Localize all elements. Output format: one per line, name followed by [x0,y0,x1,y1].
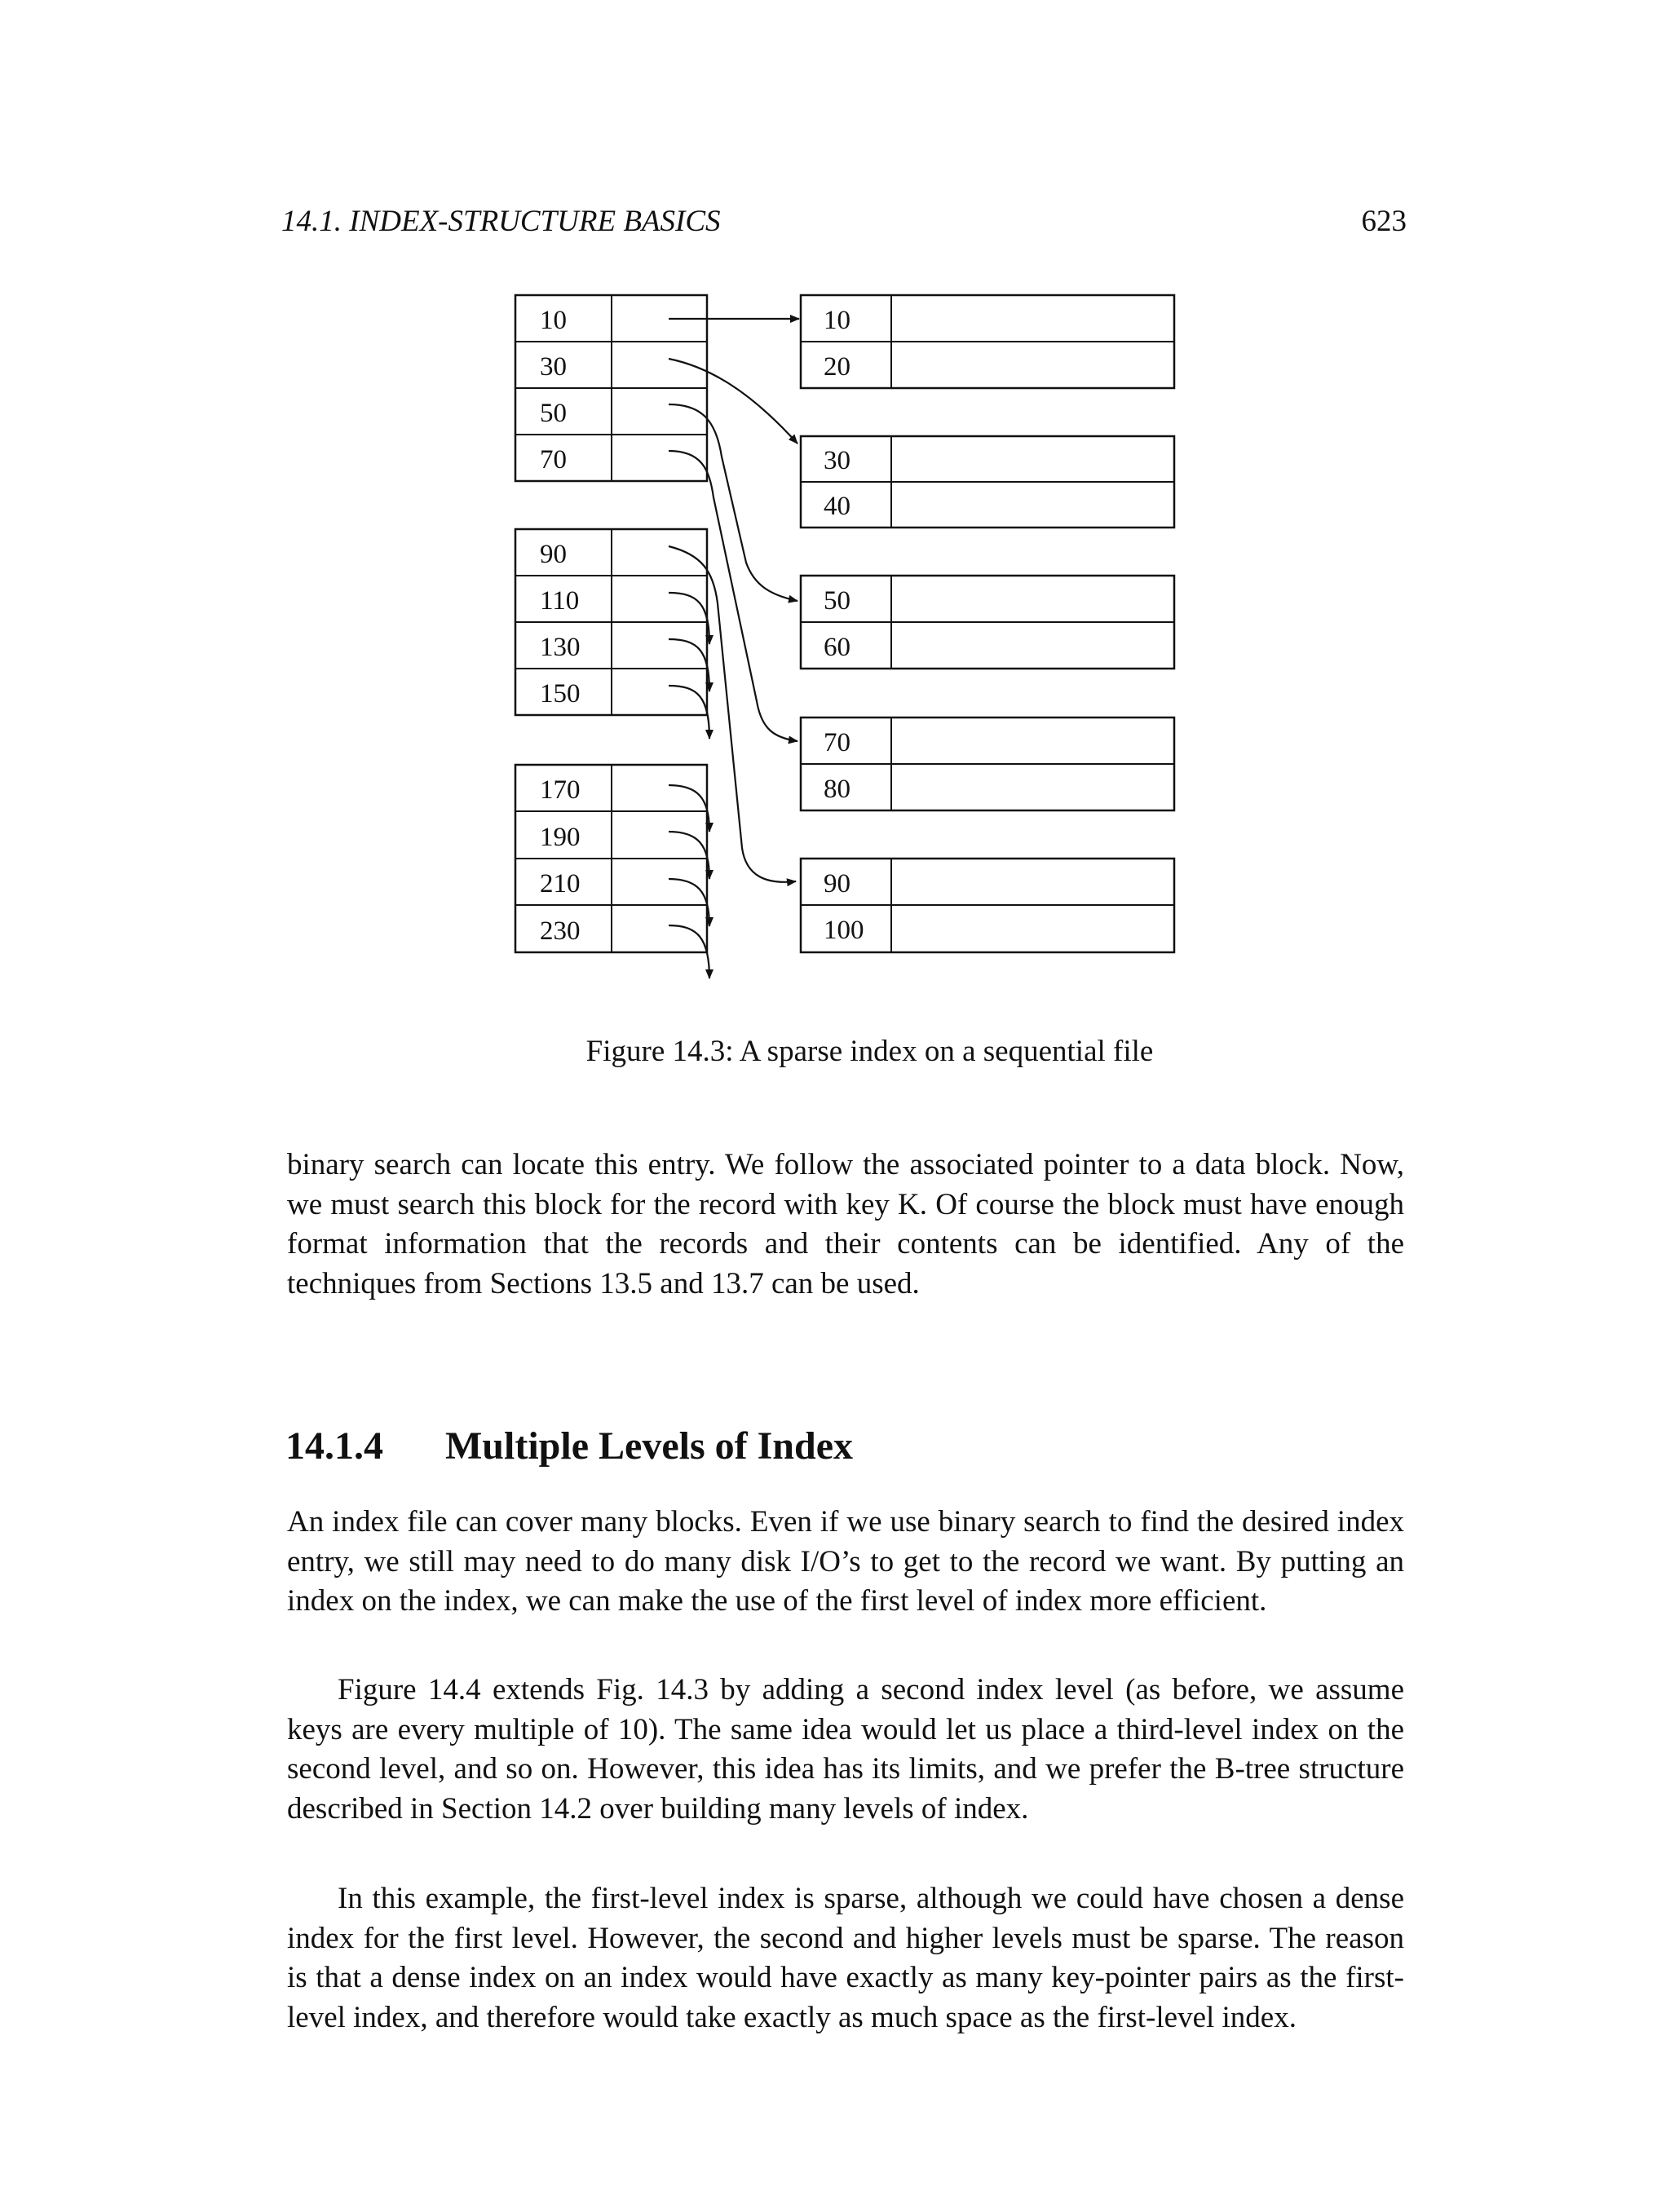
data-key: 80 [824,775,850,804]
data-key: 70 [824,728,850,757]
section-heading [285,1424,853,1468]
index-key: 210 [540,869,581,898]
page-number: 623 [1361,205,1407,238]
data-block-4 [801,717,1174,810]
figure-caption: Figure 14.3: A sparse index on a sequential file [585,1035,1154,1068]
data-block-5 [801,859,1174,952]
pointer-arrow [669,879,709,926]
running-head-section: 14.1. INDEX-STRUCTURE BASICS [281,205,721,238]
index-key: 190 [540,823,581,852]
data-key: 10 [824,306,850,335]
index-key: 110 [540,586,580,616]
data-key: 30 [824,446,850,475]
index-key: 50 [540,399,567,428]
index-key: 230 [540,916,581,946]
body-paragraph: An index file can cover many blocks. Even if we use binary search to find the desired index entry, we still may need to do many disk I/O’s to get to the record we want. By putting an index on the index, we can make the use of the first level of index more efficient. [287,1505,1404,1618]
data-key: 60 [824,633,850,662]
pointer-arrow [669,832,709,879]
data-key: 50 [824,586,850,616]
index-key: 150 [540,679,581,709]
body-paragraph: binary search can locate this entry. We follow the associated pointer to a data block. Now, we must search this block for the record with key K. Of course the block must have enough format information that the records and their contents can be identified. Any of the techniques from Sections 13.5 and 13.7 can be used. [287,1148,1404,1300]
data-key: 90 [824,869,850,898]
index-key: 130 [540,633,581,662]
data-key: 40 [824,492,850,521]
pointers [669,319,799,978]
data-block-2 [801,436,1174,528]
pointer-arrow [669,593,709,644]
data-block-3 [801,576,1174,669]
index-block-1 [515,295,707,481]
index-key: 90 [540,540,567,569]
index-block-3 [515,765,707,952]
data-block-1 [801,295,1174,388]
data-key: 100 [824,916,864,945]
pointer-arrow [669,639,709,691]
section-number: 14.1.4 [285,1424,383,1468]
pointer-arrow [669,785,709,832]
body-paragraph: In this example, the first-level index is sparse, although we could have chosen a dense index for the first level. However, the second and higher levels must be sparse. The reason is that a dense index on an index would have exactly as many key-pointer pairs as the first-level index, and therefore would take exactly as much space as the first-level index. [287,1882,1404,2034]
sparse-index-figure [0,0,1670,1019]
section-title: Multiple Levels of Index [445,1424,853,1468]
index-key: 10 [540,306,567,335]
index-key: 30 [540,352,567,382]
index-key: 70 [540,445,567,475]
pointer-arrow [669,686,709,739]
pointer-arrow [669,359,797,444]
body-paragraph: Figure 14.4 extends Fig. 14.3 by adding a second index level (as before, we assume keys are every multiple of 10). The same idea would let us place a third-level index on the second level, and so on. However, this idea has its limits, and we prefer the B-tree structure described in Section 14.2 over building many levels of index. [287,1673,1404,1826]
index-key: 170 [540,775,581,805]
data-key: 20 [824,352,850,382]
